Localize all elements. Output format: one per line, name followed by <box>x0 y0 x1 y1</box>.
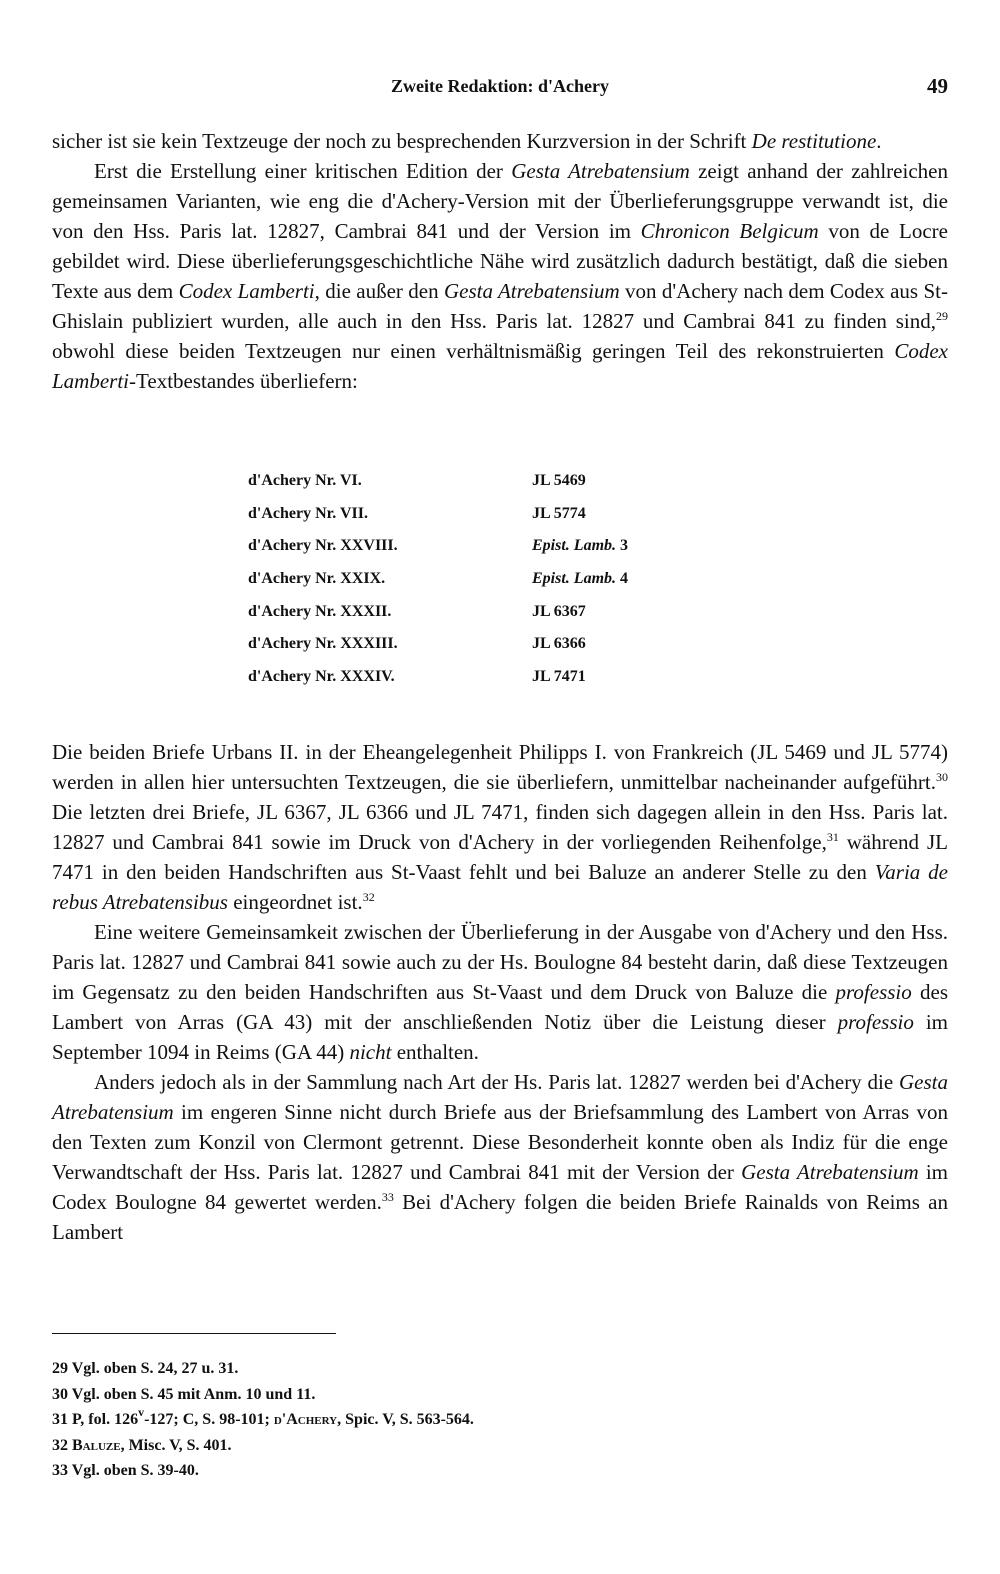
list-item-left: d'Achery Nr. XXIX. <box>248 570 386 588</box>
text-run: im engeren Sinne nicht durch Briefe aus der Briefsammlung des Lambert von Arras von den Texten zum Konzil von Clermont getrennt. Diese Besonderheit konnte oben als Indiz für die enge Verwandtschaft der Hss. Paris lat. 12827 und Cambrai 841 mit der Version der <box>52 1100 948 1184</box>
text-run: Eine weitere Gemeinsamkeit zwischen der Überlieferung in der Ausgabe von d'Achery und den Hss. Paris lat. 12827 und Cambrai 841 sowie auch zu der Hs. Boulogne 84 besteht darin, daß diese Textzeugen im Gegensatz zu den beiden Handschriften aus St-Vaast und dem Druck von Baluze die <box>52 920 948 1004</box>
list-item-right: JL 6367 <box>532 602 586 620</box>
paragraph-1 <box>52 126 948 156</box>
main-text-top <box>52 126 948 396</box>
italic-emphasis: nicht <box>349 1040 392 1064</box>
footnote-ref[interactable]: 32 <box>362 890 375 904</box>
footnote-29: 29 Vgl. oben S. 24, 27 u. 31. <box>52 1360 239 1377</box>
text-run: 31 P, fol. 126 <box>52 1411 139 1428</box>
running-title: Zweite Redaktion: d'Achery <box>391 76 609 96</box>
footnote-33: 33 Vgl. oben S. 39-40. <box>52 1462 199 1479</box>
text-run: . <box>876 129 882 153</box>
paragraph-2 <box>52 156 948 396</box>
text-run: im September 1094 in Reims (GA 44) <box>52 1010 948 1064</box>
text-run: Anders jedoch als in der Sammlung nach Art der Hs. Paris lat. 12827 werden bei d'Achery die <box>94 1070 899 1094</box>
main-text-bottom <box>52 737 948 1247</box>
text-run: , Spic. V, S. 563-564. <box>337 1411 474 1428</box>
footnote-ref[interactable]: 30 <box>936 770 948 784</box>
text-run: , die außer den <box>314 279 444 303</box>
text-run: -127; C, S. 98-101; <box>144 1411 274 1428</box>
footnote-divider <box>52 1333 336 1334</box>
list-item-right <box>532 537 668 570</box>
list-item-right-italic: Epist. Lamb. <box>532 537 617 555</box>
text-run: , Misc. V, S. 401. <box>120 1436 232 1454</box>
text-run: von d'Achery nach dem Codex aus St-Ghislain publiziert wurden, alle auch in den Hss. Paris lat. 12827 und Cambrai 841 zu finden sind, <box>52 279 948 333</box>
footnote-30: 30 Vgl. oben S. 45 mit Anm. 10 und 11. <box>52 1385 316 1403</box>
list-item <box>248 603 668 636</box>
text-run: im Codex Boulogne 84 gewertet werden. <box>52 1160 948 1214</box>
running-head <box>52 74 948 102</box>
list-item <box>248 570 668 603</box>
author-name: Baluze <box>72 1436 121 1454</box>
text-run: -Textbestandes überliefern: <box>129 369 358 393</box>
list-item-left: d'Achery Nr. XXVIII. <box>248 537 398 555</box>
footnotes <box>52 1356 948 1484</box>
list-item-right: JL 6366 <box>532 635 586 653</box>
paragraph-4 <box>52 917 948 1067</box>
text-run: Erst die Erstellung einer kritischen Edition der <box>94 159 512 183</box>
italic-title: Varia de rebus Atrebatensibus <box>52 860 948 914</box>
footnote-32 <box>52 1433 948 1459</box>
author-name: d'Achery <box>273 1411 338 1428</box>
text-run: des Lambert von Arras (GA 43) mit der anschließenden Notiz über die Leistung dieser <box>52 980 948 1034</box>
list-item-right-italic: Epist. Lamb. <box>532 570 617 588</box>
list-item-right: JL 7471 <box>532 668 586 686</box>
list-item-left: d'Achery Nr. VII. <box>248 504 369 522</box>
text-run: 32 <box>52 1436 72 1454</box>
text-run: sicher ist sie kein Textzeuge der noch zu besprechenden Kurzversion in der Schrift <box>52 129 752 153</box>
list-item-left: d'Achery Nr. XXXIII. <box>248 635 398 653</box>
paragraph-5 <box>52 1067 948 1247</box>
text-run: obwohl diese beiden Textzeugen nur einen verhältnismäßig geringen Teil des rekonstruierten <box>52 339 895 363</box>
paragraph-3 <box>52 737 948 917</box>
letter-list <box>248 472 668 701</box>
list-item-right-number: 4 <box>616 570 629 588</box>
list-item <box>248 635 668 668</box>
list-item-left: d'Achery Nr. VI. <box>248 472 362 489</box>
list-item <box>248 668 668 701</box>
footnote-ref[interactable]: 29 <box>936 309 948 323</box>
verso-superscript: v <box>138 1405 145 1419</box>
text-run: zeigt anhand der zahlreichen gemeinsamen Varianten, wie eng die d'Achery-Version mit der Überlieferungsgruppe verwandt ist, die von den Hss. Paris lat. 12827, Cambrai 841 und der Version im <box>52 159 948 243</box>
list-item-left: d'Achery Nr. XXXIV. <box>248 668 395 686</box>
footnote-31 <box>52 1407 948 1433</box>
italic-term: professio <box>837 1010 914 1034</box>
list-item-right: JL 5469 <box>532 472 586 489</box>
footnote-ref[interactable]: 31 <box>826 830 839 844</box>
page-number: 49 <box>927 74 948 98</box>
list-item-right <box>532 570 668 603</box>
list-item-left: d'Achery Nr. XXXII. <box>248 602 392 620</box>
text-run: Die letzten drei Briefe, JL 6367, JL 6366 und JL 7471, finden sich dagegen allein in den Hss. Paris lat. 12827 und Cambrai 841 sowie im Druck von d'Achery in der vorliegenden Reihenfolge, <box>52 800 948 854</box>
italic-term: professio <box>835 980 912 1004</box>
text-run: von de Locre gebildet wird. Diese überlieferungsgeschichtliche Nähe wird zusätzlich dadurch bestätigt, daß die sieben Texte aus dem <box>52 219 948 303</box>
list-item <box>248 472 668 505</box>
list-item-right: JL 5774 <box>532 504 586 522</box>
text-run: während JL 7471 in den beiden Handschriften aus St-Vaast fehlt und bei Baluze an anderer Stelle zu den <box>52 830 948 884</box>
italic-title: Gesta Atrebatensium <box>443 279 620 303</box>
footnote-ref[interactable]: 33 <box>381 1190 394 1204</box>
italic-title: De restitutione <box>751 129 877 153</box>
italic-title: Gesta Atrebatensium <box>511 159 690 183</box>
list-item <box>248 537 668 570</box>
list-item <box>248 505 668 538</box>
italic-title: Codex Lamberti <box>52 339 948 393</box>
text-run: Bei d'Achery folgen die beiden Briefe Rainalds von Reims an Lambert <box>52 1190 948 1244</box>
italic-title: Chronicon Belgicum <box>640 219 819 243</box>
text-run: enthalten. <box>391 1040 479 1064</box>
text-run: Die beiden Briefe Urbans II. in der Eheangelegenheit Philipps I. von Frankreich (JL 5469 und JL 5774) werden in allen hier untersuchten Textzeugen, die sie überliefern, unmittelbar nacheinander aufgeführt. <box>52 740 948 794</box>
italic-title: Gesta Atrebatensium <box>741 1160 919 1184</box>
list-item-right-number: 3 <box>616 537 629 555</box>
italic-title: Gesta Atrebatensium <box>52 1070 948 1124</box>
text-run: eingeordnet ist. <box>227 890 363 914</box>
italic-title: Codex Lamberti <box>178 279 315 303</box>
